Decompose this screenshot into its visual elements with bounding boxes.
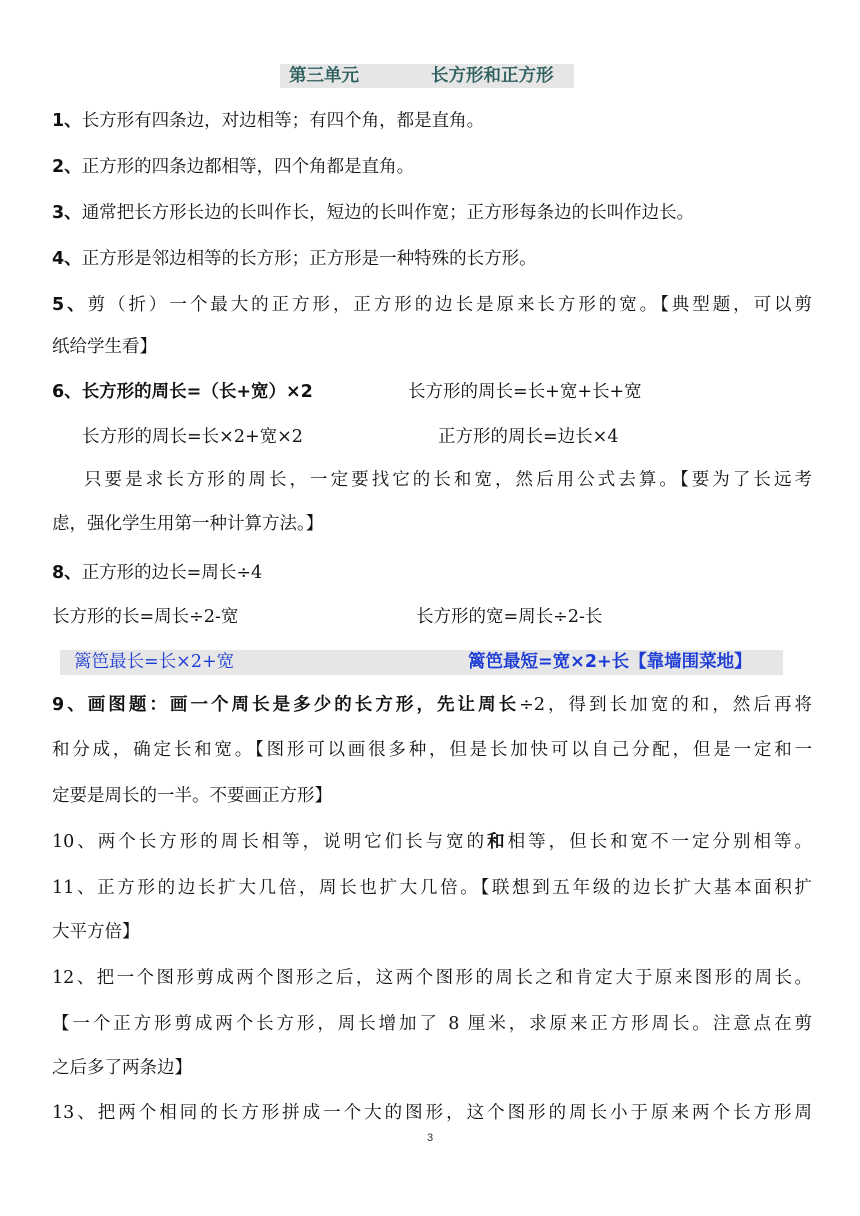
item-text: 通常把长方形长边的长叫作长，短边的长叫作宽；正方形每条边的长叫作边长。 bbox=[81, 203, 695, 223]
item-text: 正方形是邻边相等的长方形；正方形是一种特殊的长方形。 bbox=[81, 249, 537, 269]
square-side-formula: 正方形的边长=周长÷4 bbox=[81, 563, 263, 583]
item-number: 6、 bbox=[52, 382, 82, 402]
item-number: 8、 bbox=[52, 563, 82, 583]
item-9-rest: ÷2，得到长加宽的和，然后再将 bbox=[519, 695, 812, 715]
item-9-line-3: 定要是周长的一半。不要画正方形】 bbox=[52, 786, 332, 806]
rect-width-formula: 长方形的宽=周长÷2-长 bbox=[416, 607, 603, 627]
item-12-line-1: 12、把一个图形剪成两个图形之后，这两个图形的周长之和肯定大于原来图形的周长。 bbox=[52, 968, 812, 988]
unit-title: 第三单元 bbox=[289, 66, 359, 86]
square-perimeter-formula: 正方形的周长=边长×4 bbox=[438, 427, 619, 447]
item-10-post: 相等，但长和宽不一定分别相等。 bbox=[507, 832, 812, 852]
fence-max-formula: 篱笆最长=长×2+宽 bbox=[74, 652, 235, 672]
item-3 bbox=[52, 201, 812, 225]
item-11-line-2: 大平方倍】 bbox=[52, 922, 140, 942]
item-number: 5、 bbox=[52, 295, 88, 315]
item-10-bold: 和 bbox=[487, 832, 508, 852]
item-number: 1、 bbox=[52, 111, 82, 131]
item-text: 正方形的四条边都相等，四个角都是直角。 bbox=[81, 157, 415, 177]
rect-length-formula: 长方形的长=周长÷2-宽 bbox=[52, 607, 239, 627]
item-4 bbox=[52, 247, 812, 271]
item-11-line-1: 11、正方形的边长扩大几倍，周长也扩大几倍。【联想到五年级的边长扩大基本面积扩 bbox=[52, 878, 812, 898]
rect-perimeter-alt-1: 长方形的周长=长+宽+长+宽 bbox=[408, 382, 642, 402]
topic-title: 长方形和正方形 bbox=[431, 66, 554, 86]
item-9-bold: 画图题：画一个周长是多少的长方形，先让周长 bbox=[87, 695, 520, 715]
item-8 bbox=[52, 561, 812, 585]
item-10-pre: 10、两个长方形的周长相等，说明它们长与宽的 bbox=[52, 832, 488, 852]
item-text: 长方形有四条边，对边相等；有四个角，都是直角。 bbox=[81, 111, 485, 131]
rect-perimeter-alt-2: 长方形的周长=长×2+宽×2 bbox=[82, 427, 303, 447]
fence-min-formula: 篱笆最短=宽×2+长【靠墙围菜地】 bbox=[468, 652, 752, 672]
item-9-line-1 bbox=[52, 693, 812, 717]
item-5-line-2: 纸给学生看】 bbox=[52, 337, 157, 357]
item-12-line-3: 之后多了两条边】 bbox=[52, 1058, 192, 1078]
page-number: 3 bbox=[426, 1132, 434, 1144]
item-10 bbox=[52, 830, 812, 854]
item-number: 2、 bbox=[52, 157, 82, 177]
item-1 bbox=[52, 109, 812, 133]
item-number: 4、 bbox=[52, 249, 82, 269]
item-12-line-2: 【一个正方形剪成两个长方形，周长增加了 8 厘米，求原来正方形周长。注意点在剪 bbox=[52, 1014, 812, 1034]
item-6-note-line-2: 虑，强化学生用第一种计算方法。】 bbox=[52, 514, 324, 534]
item-text: 剪（折）一个最大的正方形，正方形的边长是原来长方形的宽。【典型题，可以剪 bbox=[87, 295, 812, 315]
item-6-formulas bbox=[52, 380, 812, 404]
item-13-line-1: 13、把两个相同的长方形拼成一个大的图形，这个图形的周长小于原来两个长方形周 bbox=[52, 1103, 812, 1123]
item-2 bbox=[52, 155, 812, 179]
item-5-line-1 bbox=[52, 293, 812, 317]
rect-perimeter-formula: 长方形的周长=（长+宽）×2 bbox=[81, 382, 313, 402]
item-6-note-line-1: 只要是求长方形的周长，一定要找它的长和宽，然后用公式去算。【要为了长远考 bbox=[84, 470, 812, 490]
item-number: 9、 bbox=[52, 695, 88, 715]
item-9-line-2: 和分成，确定长和宽。【图形可以画很多种，但是长加快可以自己分配，但是一定和一 bbox=[52, 740, 812, 760]
item-number: 3、 bbox=[52, 203, 82, 223]
